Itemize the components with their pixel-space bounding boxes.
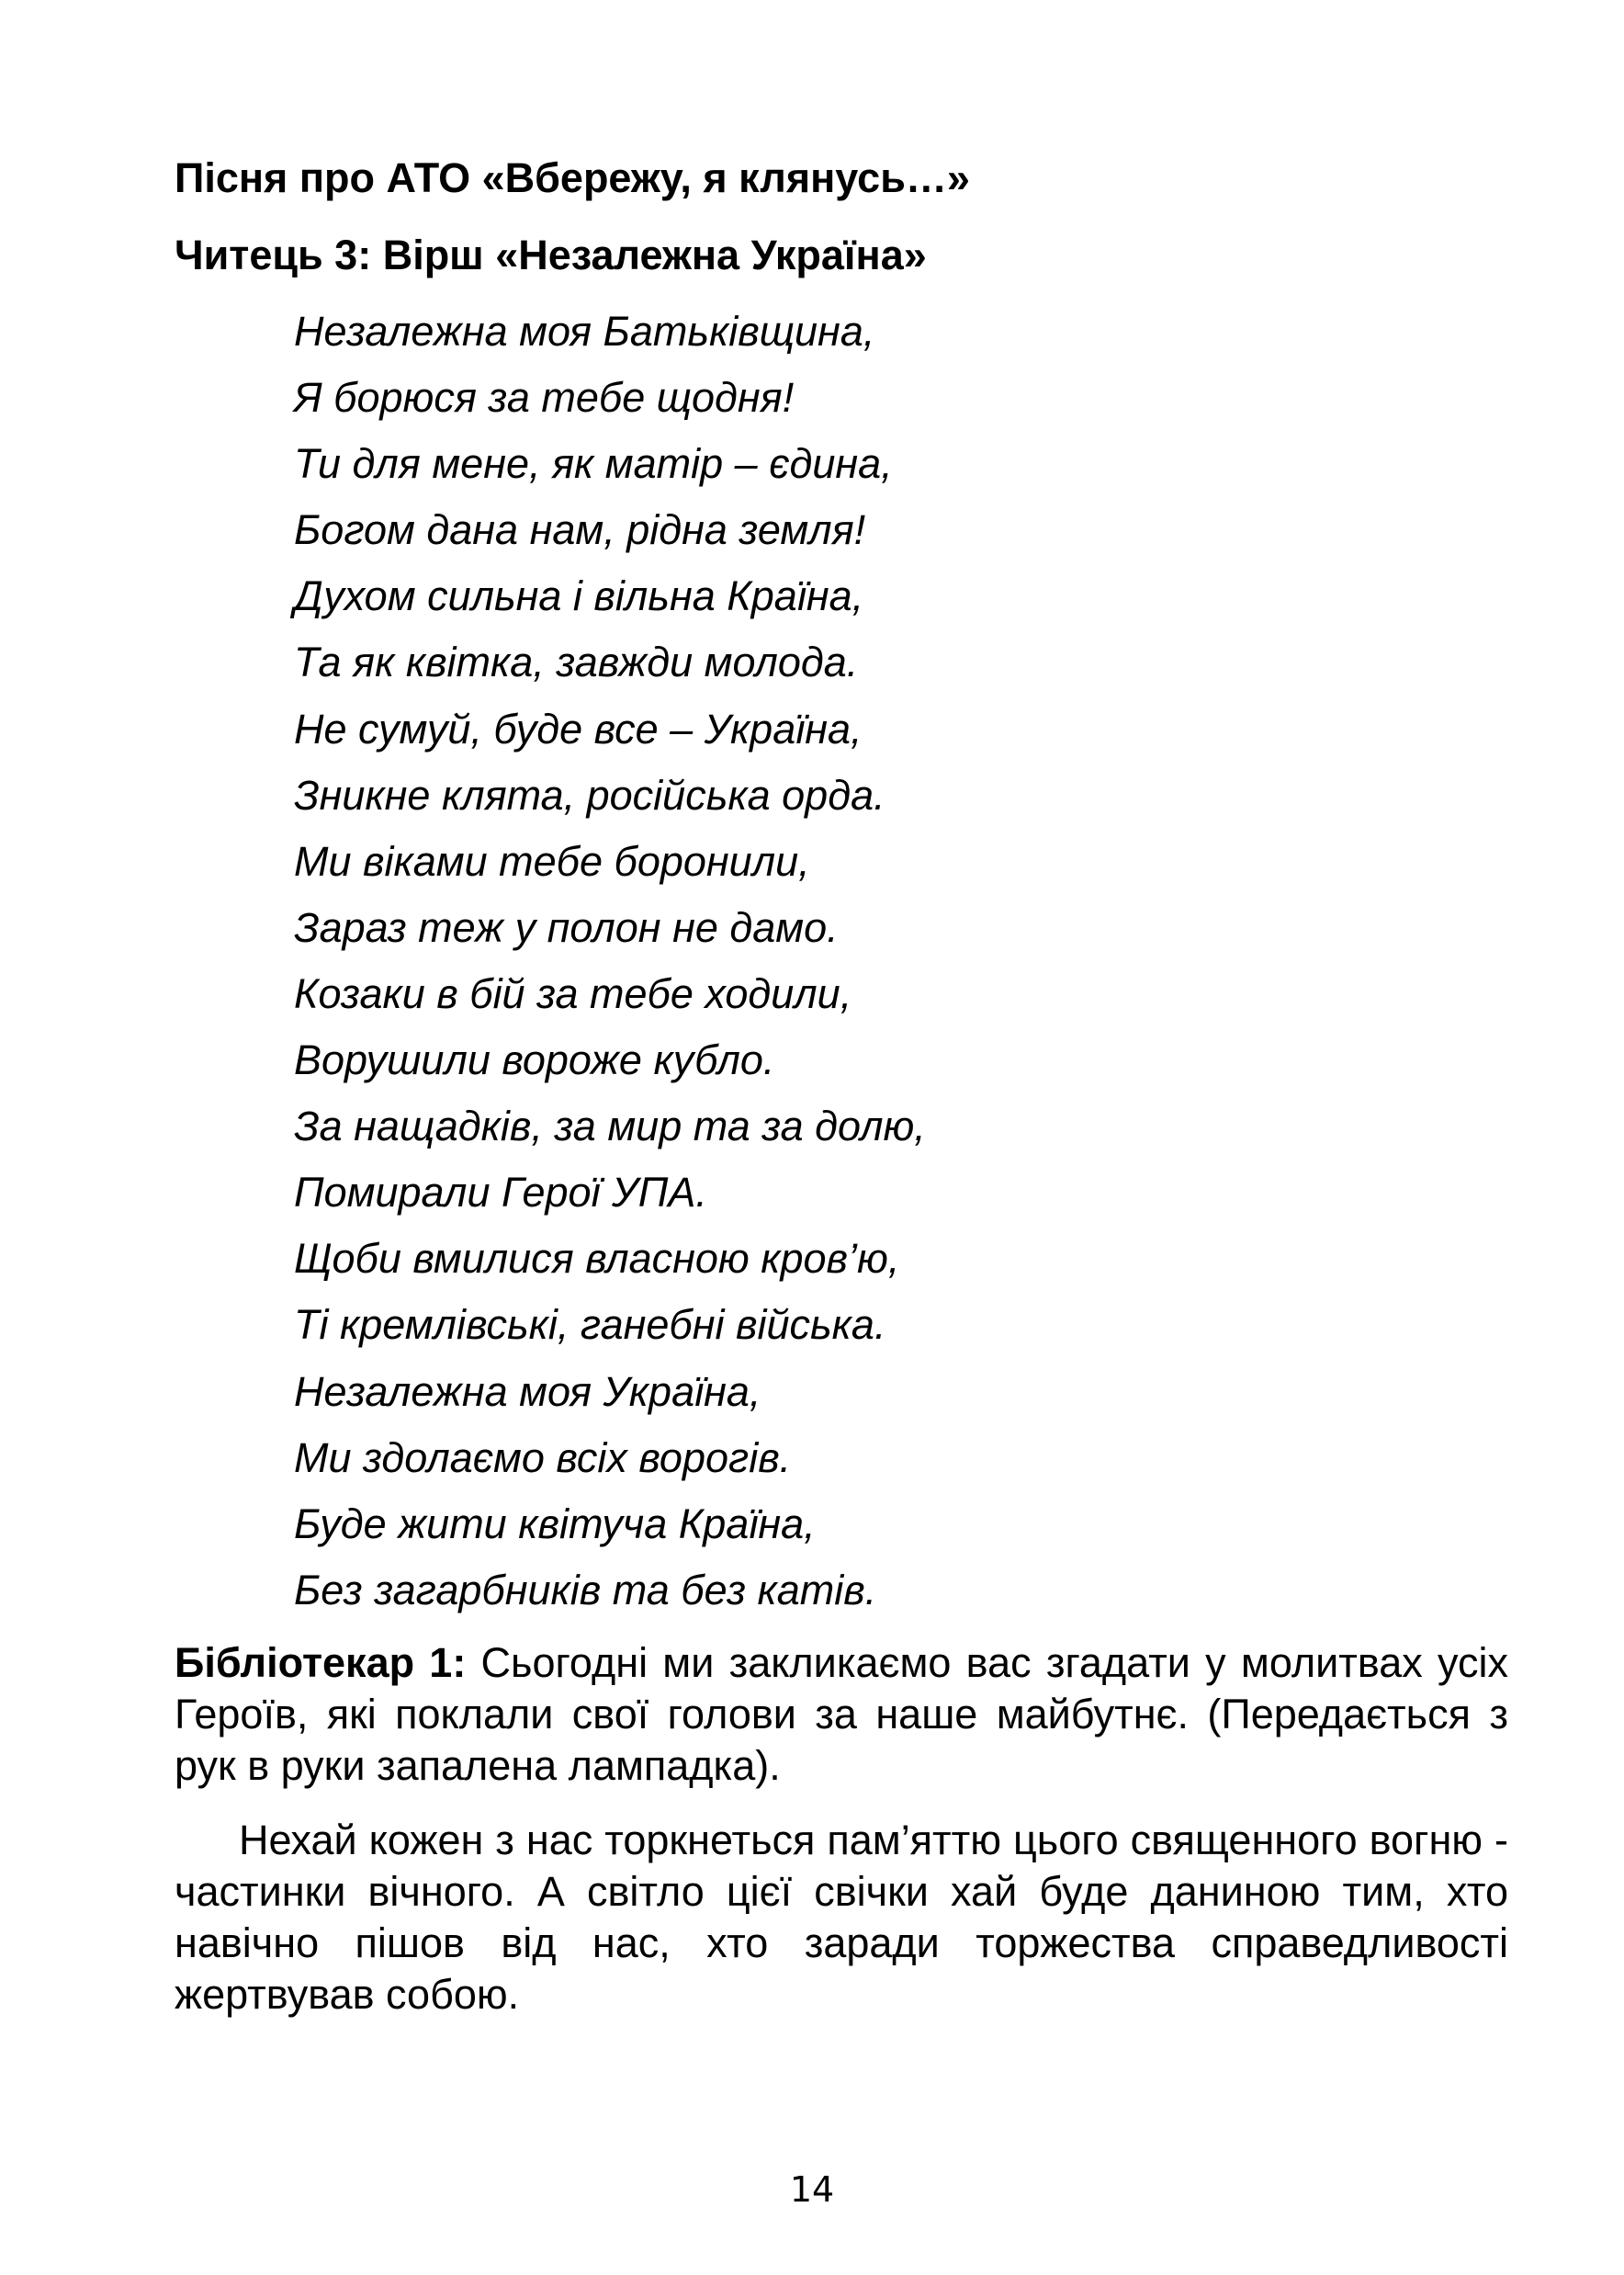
poem-line: Щоби вмилися власною кров’ю, [294,1235,900,1283]
song-heading: Пісня про АТО «Вбережу, я клянусь…» [175,154,970,201]
poem-line: Духом сильна і вільна Країна, [294,572,864,620]
poem-line: Та як квітка, завжди молода. [294,639,859,686]
poem-line: Незалежна моя Україна, [294,1367,761,1415]
poem-line: Незалежна моя Батьківщина, [294,308,875,355]
poem-line: За нащадків, за мир та за долю, [294,1103,926,1150]
poem-line: Богом дана нам, рідна земля! [294,506,866,554]
poem-line: Ми здолаємо всіх ворогів. [294,1433,792,1481]
poem-line: Без загарбників та без катів. [294,1566,877,1613]
poem-line: Ворушили вороже кубло. [294,1036,775,1084]
body-paragraph: Нехай кожен з нас торкнеться пам’яттю цього священного вогню - частинки вічного. А світло цієї свічки хай буде даниною тим, хто навічно пішов від нас, хто заради торжества справедливості жертвував собою. [175,1817,1508,2018]
poem-line: Зараз теж у полон не дамо. [294,903,839,951]
reader-heading: Читець 3: Вірш «Незалежна Україна» [175,232,927,278]
poem-line: Не сумуй, буде все – Україна, [294,705,863,753]
poem-line: Ми віками тебе боронили, [294,837,810,885]
librarian-paragraph [175,1637,1508,1792]
poem-line: Козаки в бій за тебе ходили, [294,969,852,1017]
poem-line: Я борюся за тебе щодня! [294,374,795,422]
poem-line: Зникне клята, російська орда. [294,771,885,819]
poem [294,306,926,1631]
librarian-text: Сьогодні ми закликаємо вас згадати у молитвах усіх Героїв, які поклали свої голови за наше майбутнє. (Передається з рук в руки запалена лампадка). [175,1639,1508,1789]
page-number: 14 [789,2169,835,2210]
poem-line: Ти для мене, як матір – єдина, [294,440,893,488]
poem-line: Буде жити квітуча Країна, [294,1500,816,1547]
poem-line: Помирали Герої УПА. [294,1169,707,1217]
librarian-label: Бібліотекар 1: [175,1639,467,1686]
poem-line: Ті кремлівські, ганебні війська. [294,1301,886,1349]
